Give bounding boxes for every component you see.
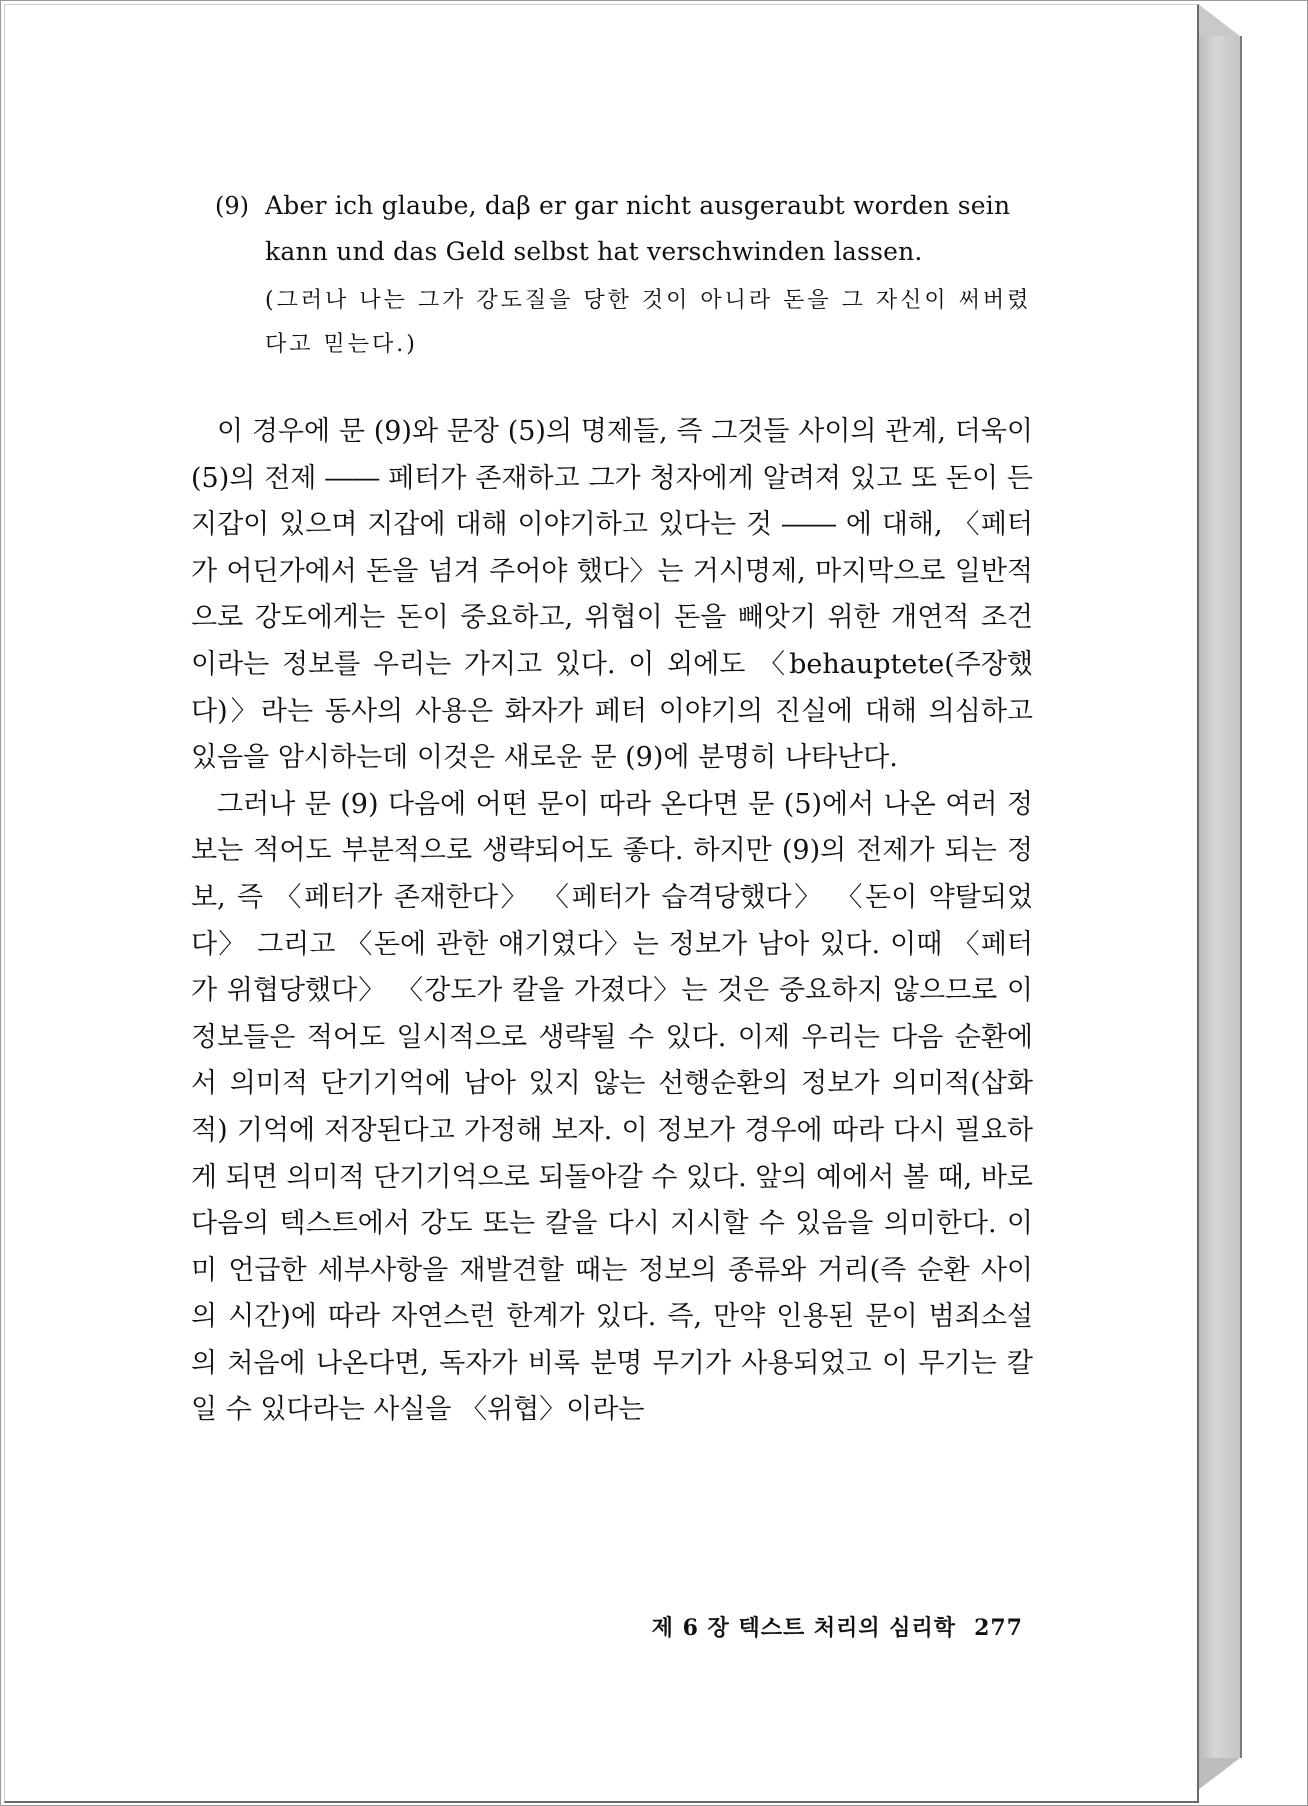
page-number: 277 <box>974 1615 1023 1641</box>
book-edge-bottom <box>1198 1758 1240 1790</box>
book-spine <box>1198 36 1242 1758</box>
example-german-sentence: Aber ich glaube, daβ er gar nicht ausgeraubt worden sein kann und das Geld selbst hat verschwinden lassen. <box>265 191 1011 266</box>
book-page <box>4 4 1199 1803</box>
running-head-chapter: 제 6 장 텍스트 처리의 심리학 <box>651 1615 957 1641</box>
example-block <box>215 183 1035 367</box>
paragraph: 그러나 문 (9) 다음에 어떤 문이 따라 온다면 문 (5)에서 나온 여러 정보는 적어도 부분적으로 생략되어도 좋다. 하지만 (9)의 전제가 되는 정보, 즉 〈페터가 존재한다〉 〈페터가 습격당했다〉 〈돈이 약탈되었다〉 그리고 〈돈에 관한 얘기였다〉는 정보가 남아 있다. 이때 〈페터가 위협당했다〉 〈강도가 칼을 가졌다〉는 것은 중요하지 않으므로 이 정보들은 적어도 일시적으로 생략될 수 있다. 이제 우리는 다음 순환에서 의미적 단기기억에 남아 있지 않는 선행순환의 정보가 의미적(삽화적) 기억에 저장된다고 가정해 보자. 이 정보가 경우에 따라 다시 필요하게 되면 의미적 단기기억으로 되돌아갈 수 있다. 앞의 예에서 볼 때, 바로 다음의 텍스트에서 강도 또는 칼을 다시 지시할 수 있음을 의미한다. 이미 언급한 세부사항을 재발견할 때는 정보의 종류와 거리(즉 순환 사이의 시간)에 따라 자연스런 한계가 있다. 즉, 만약 인용된 문이 범죄소설의 처음에 나온다면, 독자가 비록 분명 무기가 사용되었고 이 무기는 칼일 수 있다라는 사실을 〈위협〉이라는 <box>191 788 1033 1426</box>
example-body <box>265 183 1035 367</box>
book-edge-top <box>1198 4 1240 36</box>
body-text <box>191 409 1033 1434</box>
paragraph: 이 경우에 문 (9)와 문장 (5)의 명제들, 즉 그것들 사이의 관계, 더욱이 (5)의 전제 ―― 페터가 존재하고 그가 청자에게 알려져 있고 또 돈이 든 지갑이 있으며 지갑에 대해 이야기하고 있다는 것 ―― 에 대해, 〈페터가 어딘가에서 돈을 넘겨 주어야 했다〉는 거시명제, 마지막으로 일반적으로 강도에게는 돈이 중요하고, 위협이 돈을 빼앗기 위한 개연적 조건이라는 정보를 우리는 가지고 있다. 이 외에도 〈behauptete(주장했다)〉라는 동사의 사용은 화자가 페터 이야기의 진실에 대해 의심하고 있음을 암시하는데 이것은 새로운 문 (9)에 분명히 나타난다. <box>191 416 1033 774</box>
page-footer <box>623 1613 1023 1643</box>
example-number: (9) <box>215 192 249 220</box>
example-korean-translation: (그러나 나는 그가 강도질을 당한 것이 아니라 돈을 그 자신이 써버렸다고 믿는다.) <box>265 288 1032 357</box>
